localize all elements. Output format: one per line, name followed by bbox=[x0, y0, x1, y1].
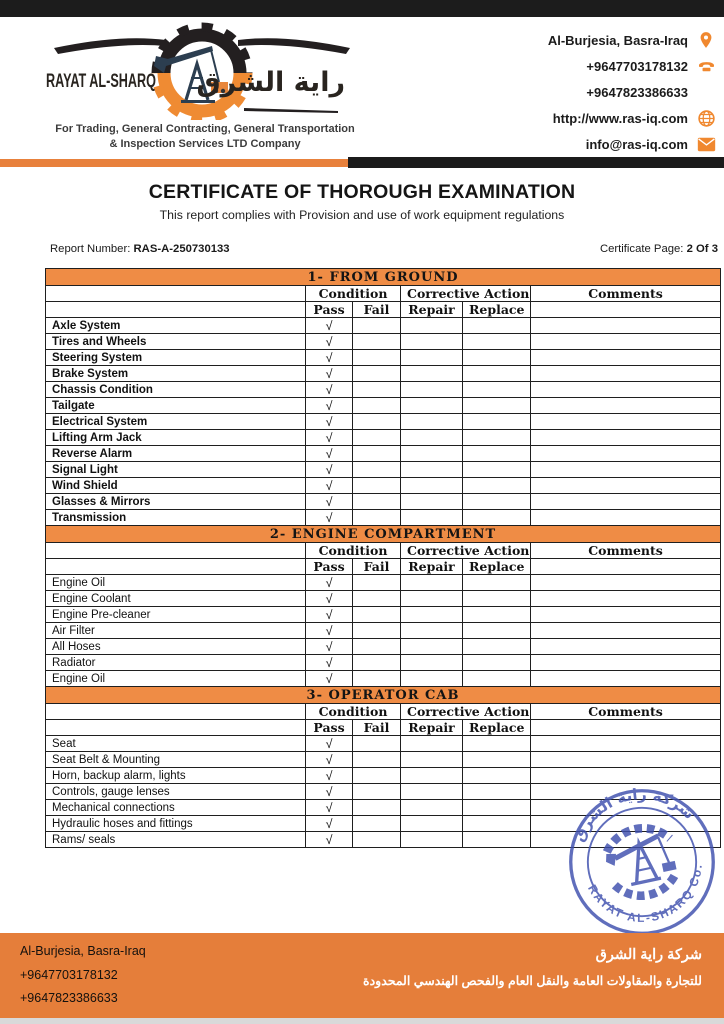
table-row bbox=[46, 366, 721, 382]
replace-cell bbox=[463, 462, 531, 478]
comments-subheader bbox=[531, 559, 721, 575]
header-separator bbox=[0, 157, 724, 168]
repair-cell bbox=[401, 478, 463, 494]
repair-cell bbox=[401, 784, 463, 800]
comments-cell bbox=[531, 816, 721, 832]
replace-cell bbox=[463, 784, 531, 800]
fail-cell bbox=[353, 575, 401, 591]
page-title: CERTIFICATE OF THOROUGH EXAMINATION bbox=[148, 181, 576, 203]
table-row bbox=[46, 430, 721, 446]
comments-cell bbox=[531, 832, 721, 848]
repair-cell bbox=[401, 591, 463, 607]
report-number-value: RAS-A-250730133 bbox=[133, 243, 230, 255]
comments-cell bbox=[531, 591, 721, 607]
repair-cell bbox=[401, 671, 463, 687]
comments-cell bbox=[531, 671, 721, 687]
contact-text: info@ras-iq.com bbox=[585, 136, 688, 152]
fail-cell bbox=[353, 639, 401, 655]
repair-cell bbox=[401, 446, 463, 462]
item-column-header bbox=[46, 286, 306, 302]
item-cell: Seat bbox=[46, 736, 306, 752]
contact-text: +9647823386633 bbox=[586, 84, 688, 100]
replace-cell bbox=[463, 350, 531, 366]
fail-cell bbox=[353, 494, 401, 510]
column-group-header-row bbox=[46, 704, 721, 720]
replace-cell bbox=[463, 430, 531, 446]
replace-cell bbox=[463, 639, 531, 655]
corrective-action-header: Corrective Action bbox=[401, 543, 531, 559]
fail-cell bbox=[353, 414, 401, 430]
table-row bbox=[46, 800, 721, 816]
logo-name-ar: راية الشرق bbox=[196, 67, 345, 98]
item-cell: Wind Shield bbox=[46, 478, 306, 494]
tagline-line1: For Trading, General Contracting, General Transportation bbox=[55, 123, 355, 135]
repair-cell bbox=[401, 414, 463, 430]
replace-cell bbox=[463, 575, 531, 591]
replace-cell bbox=[463, 671, 531, 687]
section-title: 3- OPERATOR CAB bbox=[46, 687, 721, 704]
replace-cell bbox=[463, 382, 531, 398]
item-cell: Axle System bbox=[46, 318, 306, 334]
table-row bbox=[46, 832, 721, 848]
condition-header: Condition bbox=[306, 543, 401, 559]
repair-cell bbox=[401, 366, 463, 382]
fail-cell bbox=[353, 784, 401, 800]
page-subtitle: This report complies with Provision and use of work equipment regulations bbox=[159, 208, 565, 222]
comments-cell bbox=[531, 398, 721, 414]
comments-cell bbox=[531, 382, 721, 398]
pass-cell: √ bbox=[306, 816, 353, 832]
pass-cell: √ bbox=[306, 623, 353, 639]
table-row bbox=[46, 382, 721, 398]
replace-cell bbox=[463, 591, 531, 607]
pass-cell: √ bbox=[306, 430, 353, 446]
table-row bbox=[46, 768, 721, 784]
inspection-table-body bbox=[46, 269, 721, 848]
item-cell: Seat Belt & Mounting bbox=[46, 752, 306, 768]
pass-cell: √ bbox=[306, 671, 353, 687]
replace-cell bbox=[463, 318, 531, 334]
pass-cell: √ bbox=[306, 414, 353, 430]
fail-header: Fail bbox=[353, 302, 401, 318]
pass-cell: √ bbox=[306, 446, 353, 462]
item-cell: Reverse Alarm bbox=[46, 446, 306, 462]
item-cell: Transmission bbox=[46, 510, 306, 526]
none bbox=[696, 82, 716, 102]
fail-cell bbox=[353, 816, 401, 832]
item-cell: Horn, backup alarm, lights bbox=[46, 768, 306, 784]
replace-cell bbox=[463, 752, 531, 768]
phone-icon bbox=[696, 56, 716, 76]
fail-cell bbox=[353, 800, 401, 816]
fail-cell bbox=[353, 350, 401, 366]
fail-header: Fail bbox=[353, 559, 401, 575]
fail-cell bbox=[353, 334, 401, 350]
comments-cell bbox=[531, 350, 721, 366]
item-cell: Air Filter bbox=[46, 623, 306, 639]
pass-cell: √ bbox=[306, 752, 353, 768]
report-number bbox=[50, 243, 230, 255]
pass-cell: √ bbox=[306, 639, 353, 655]
comments-cell bbox=[531, 768, 721, 784]
section-header-row bbox=[46, 526, 721, 543]
pass-cell: √ bbox=[306, 784, 353, 800]
repair-header: Repair bbox=[401, 302, 463, 318]
repair-cell bbox=[401, 768, 463, 784]
fail-cell bbox=[353, 382, 401, 398]
fail-cell bbox=[353, 736, 401, 752]
comments-cell bbox=[531, 334, 721, 350]
item-column-subheader bbox=[46, 720, 306, 736]
table-row bbox=[46, 655, 721, 671]
replace-cell bbox=[463, 623, 531, 639]
fail-cell bbox=[353, 430, 401, 446]
item-cell: Radiator bbox=[46, 655, 306, 671]
comments-header: Comments bbox=[531, 704, 721, 720]
item-cell: Engine Pre-cleaner bbox=[46, 607, 306, 623]
repair-cell bbox=[401, 398, 463, 414]
item-cell: Hydraulic hoses and fittings bbox=[46, 816, 306, 832]
repair-cell bbox=[401, 816, 463, 832]
pass-cell: √ bbox=[306, 510, 353, 526]
item-cell: Engine Oil bbox=[46, 575, 306, 591]
fail-cell bbox=[353, 510, 401, 526]
comments-cell bbox=[531, 318, 721, 334]
comments-cell bbox=[531, 478, 721, 494]
footer-address: Al-Burjesia, Basra-Iraq bbox=[20, 944, 146, 958]
pass-cell: √ bbox=[306, 398, 353, 414]
item-cell: Controls, gauge lenses bbox=[46, 784, 306, 800]
repair-cell bbox=[401, 350, 463, 366]
globe-icon bbox=[696, 108, 716, 128]
repair-cell bbox=[401, 318, 463, 334]
repair-cell bbox=[401, 639, 463, 655]
replace-header: Replace bbox=[463, 302, 531, 318]
pass-header: Pass bbox=[306, 559, 353, 575]
pass-cell: √ bbox=[306, 494, 353, 510]
footer-phone1: +9647703178132 bbox=[20, 967, 118, 982]
fail-cell bbox=[353, 398, 401, 414]
replace-cell bbox=[463, 446, 531, 462]
column-group-header-row bbox=[46, 543, 721, 559]
table-row bbox=[46, 462, 721, 478]
repair-cell bbox=[401, 607, 463, 623]
repair-cell bbox=[401, 655, 463, 671]
certificate-page-value: 2 Of 3 bbox=[686, 243, 718, 255]
column-sub-header-row bbox=[46, 720, 721, 736]
repair-header: Repair bbox=[401, 720, 463, 736]
column-sub-header-row bbox=[46, 559, 721, 575]
item-cell: Electrical System bbox=[46, 414, 306, 430]
certificate-page-label: Certificate Page: bbox=[599, 243, 684, 255]
corrective-action-header: Corrective Action bbox=[401, 704, 531, 720]
section-title: 2- ENGINE COMPARTMENT bbox=[46, 526, 721, 543]
pass-cell: √ bbox=[306, 655, 353, 671]
contact-text: +9647703178132 bbox=[586, 58, 688, 74]
comments-cell bbox=[531, 784, 721, 800]
company-logo-block bbox=[38, 20, 372, 152]
item-cell: Engine Oil bbox=[46, 671, 306, 687]
item-column-header bbox=[46, 543, 306, 559]
condition-header: Condition bbox=[306, 286, 401, 302]
footer-band bbox=[0, 933, 724, 1018]
comments-header: Comments bbox=[531, 286, 721, 302]
table-row bbox=[46, 591, 721, 607]
footer-company-arabic bbox=[363, 942, 702, 994]
item-cell: All Hoses bbox=[46, 639, 306, 655]
pass-cell: √ bbox=[306, 334, 353, 350]
contact-list bbox=[548, 27, 716, 157]
company-tagline bbox=[38, 122, 372, 152]
comments-subheader bbox=[531, 720, 721, 736]
comments-subheader bbox=[531, 302, 721, 318]
replace-cell bbox=[463, 414, 531, 430]
item-cell: Lifting Arm Jack bbox=[46, 430, 306, 446]
repair-cell bbox=[401, 623, 463, 639]
comments-cell bbox=[531, 575, 721, 591]
item-cell: Brake System bbox=[46, 366, 306, 382]
repair-cell bbox=[401, 800, 463, 816]
top-black-bar bbox=[0, 0, 724, 17]
separator-orange-bar bbox=[0, 159, 348, 167]
footer-phone2: +9647823386633 bbox=[20, 991, 118, 1005]
fail-cell bbox=[353, 478, 401, 494]
table-row bbox=[46, 623, 721, 639]
comments-cell bbox=[531, 414, 721, 430]
tagline-line2: & Inspection Services LTD Company bbox=[109, 138, 301, 150]
replace-cell bbox=[463, 510, 531, 526]
logo-name-en: RAYAT AL-SHARQ bbox=[46, 71, 156, 92]
replace-cell bbox=[463, 366, 531, 382]
contact-row bbox=[548, 53, 716, 79]
company-logo bbox=[38, 20, 372, 120]
repair-cell bbox=[401, 382, 463, 398]
table-row bbox=[46, 478, 721, 494]
fail-cell bbox=[353, 752, 401, 768]
replace-cell bbox=[463, 398, 531, 414]
contact-row bbox=[548, 105, 716, 131]
table-row bbox=[46, 736, 721, 752]
repair-cell bbox=[401, 832, 463, 848]
item-cell: Chassis Condition bbox=[46, 382, 306, 398]
stamp-top-text: شركة راية الشرق bbox=[569, 785, 699, 845]
contact-row bbox=[548, 79, 716, 105]
footer-company-name-ar: شركة راية الشرق bbox=[595, 947, 702, 963]
repair-cell bbox=[401, 462, 463, 478]
table-row bbox=[46, 334, 721, 350]
item-cell: Mechanical connections bbox=[46, 800, 306, 816]
pass-header: Pass bbox=[306, 302, 353, 318]
fail-cell bbox=[353, 318, 401, 334]
separator-black-bar bbox=[348, 157, 724, 168]
table-row bbox=[46, 639, 721, 655]
replace-cell bbox=[463, 478, 531, 494]
pass-cell: √ bbox=[306, 478, 353, 494]
replace-cell bbox=[463, 768, 531, 784]
comments-header: Comments bbox=[531, 543, 721, 559]
fail-cell bbox=[353, 623, 401, 639]
item-cell: Tires and Wheels bbox=[46, 334, 306, 350]
fail-cell bbox=[353, 446, 401, 462]
pass-cell: √ bbox=[306, 607, 353, 623]
comments-cell bbox=[531, 446, 721, 462]
footer-company-desc-ar: للتجارة والمقاولات العامة والنقل العام والفحص الهندسي المحدودة bbox=[363, 974, 702, 988]
item-column-subheader bbox=[46, 559, 306, 575]
comments-cell bbox=[531, 736, 721, 752]
fail-cell bbox=[353, 671, 401, 687]
item-column-subheader bbox=[46, 302, 306, 318]
comments-cell bbox=[531, 430, 721, 446]
fail-cell bbox=[353, 768, 401, 784]
table-row bbox=[46, 510, 721, 526]
comments-cell bbox=[531, 639, 721, 655]
report-meta-line bbox=[50, 243, 718, 255]
replace-header: Replace bbox=[463, 559, 531, 575]
repair-cell bbox=[401, 575, 463, 591]
section-header-row bbox=[46, 269, 721, 286]
table-row bbox=[46, 575, 721, 591]
comments-cell bbox=[531, 623, 721, 639]
item-cell: Tailgate bbox=[46, 398, 306, 414]
item-cell: Glasses & Mirrors bbox=[46, 494, 306, 510]
item-cell: Rams/ seals bbox=[46, 832, 306, 848]
comments-cell bbox=[531, 510, 721, 526]
condition-header: Condition bbox=[306, 704, 401, 720]
item-cell: Engine Coolant bbox=[46, 591, 306, 607]
comments-cell bbox=[531, 800, 721, 816]
item-cell: Steering System bbox=[46, 350, 306, 366]
inspection-table bbox=[45, 268, 721, 848]
replace-cell bbox=[463, 816, 531, 832]
corrective-action-header: Corrective Action bbox=[401, 286, 531, 302]
fail-header: Fail bbox=[353, 720, 401, 736]
table-row bbox=[46, 494, 721, 510]
pass-cell: √ bbox=[306, 736, 353, 752]
location-pin-icon bbox=[696, 30, 716, 50]
fail-cell bbox=[353, 462, 401, 478]
replace-cell bbox=[463, 334, 531, 350]
pass-cell: √ bbox=[306, 350, 353, 366]
replace-cell bbox=[463, 736, 531, 752]
comments-cell bbox=[531, 494, 721, 510]
pass-header: Pass bbox=[306, 720, 353, 736]
repair-cell bbox=[401, 752, 463, 768]
table-row bbox=[46, 318, 721, 334]
pass-cell: √ bbox=[306, 800, 353, 816]
table-row bbox=[46, 752, 721, 768]
repair-header: Repair bbox=[401, 559, 463, 575]
pass-cell: √ bbox=[306, 575, 353, 591]
envelope-icon bbox=[696, 134, 716, 154]
table-row bbox=[46, 414, 721, 430]
pass-cell: √ bbox=[306, 832, 353, 848]
pass-cell: √ bbox=[306, 382, 353, 398]
fail-cell bbox=[353, 607, 401, 623]
table-row bbox=[46, 446, 721, 462]
table-row bbox=[46, 398, 721, 414]
column-group-header-row bbox=[46, 286, 721, 302]
pass-cell: √ bbox=[306, 366, 353, 382]
comments-cell bbox=[531, 462, 721, 478]
pass-cell: √ bbox=[306, 462, 353, 478]
table-row bbox=[46, 816, 721, 832]
fail-cell bbox=[353, 655, 401, 671]
fail-cell bbox=[353, 832, 401, 848]
replace-cell bbox=[463, 832, 531, 848]
comments-cell bbox=[531, 752, 721, 768]
footer-contact-block bbox=[20, 940, 146, 1011]
table-row bbox=[46, 607, 721, 623]
repair-cell bbox=[401, 430, 463, 446]
stamp-bottom-text: RAYAT AL-SHARQ Co. bbox=[585, 862, 705, 925]
repair-cell bbox=[401, 510, 463, 526]
pass-cell: √ bbox=[306, 591, 353, 607]
fail-cell bbox=[353, 366, 401, 382]
section-header-row bbox=[46, 687, 721, 704]
comments-cell bbox=[531, 655, 721, 671]
repair-cell bbox=[401, 736, 463, 752]
repair-cell bbox=[401, 334, 463, 350]
report-number-label: Report Number: bbox=[50, 243, 131, 255]
pass-cell: √ bbox=[306, 318, 353, 334]
item-cell: Signal Light bbox=[46, 462, 306, 478]
contact-row bbox=[548, 131, 716, 157]
replace-header: Replace bbox=[463, 720, 531, 736]
contact-row bbox=[548, 27, 716, 53]
table-row bbox=[46, 671, 721, 687]
contact-text: Al-Burjesia, Basra-Iraq bbox=[547, 32, 688, 48]
replace-cell bbox=[463, 494, 531, 510]
section-title: 1- FROM GROUND bbox=[46, 269, 721, 286]
repair-cell bbox=[401, 494, 463, 510]
table-row bbox=[46, 784, 721, 800]
column-sub-header-row bbox=[46, 302, 721, 318]
comments-cell bbox=[531, 366, 721, 382]
comments-cell bbox=[531, 607, 721, 623]
replace-cell bbox=[463, 607, 531, 623]
replace-cell bbox=[463, 800, 531, 816]
fail-cell bbox=[353, 591, 401, 607]
pass-cell: √ bbox=[306, 768, 353, 784]
item-column-header bbox=[46, 704, 306, 720]
bottom-edge-strip bbox=[0, 1018, 724, 1024]
table-row bbox=[46, 350, 721, 366]
replace-cell bbox=[463, 655, 531, 671]
contact-text: http://www.ras-iq.com bbox=[552, 110, 688, 126]
certificate-page bbox=[600, 243, 718, 255]
